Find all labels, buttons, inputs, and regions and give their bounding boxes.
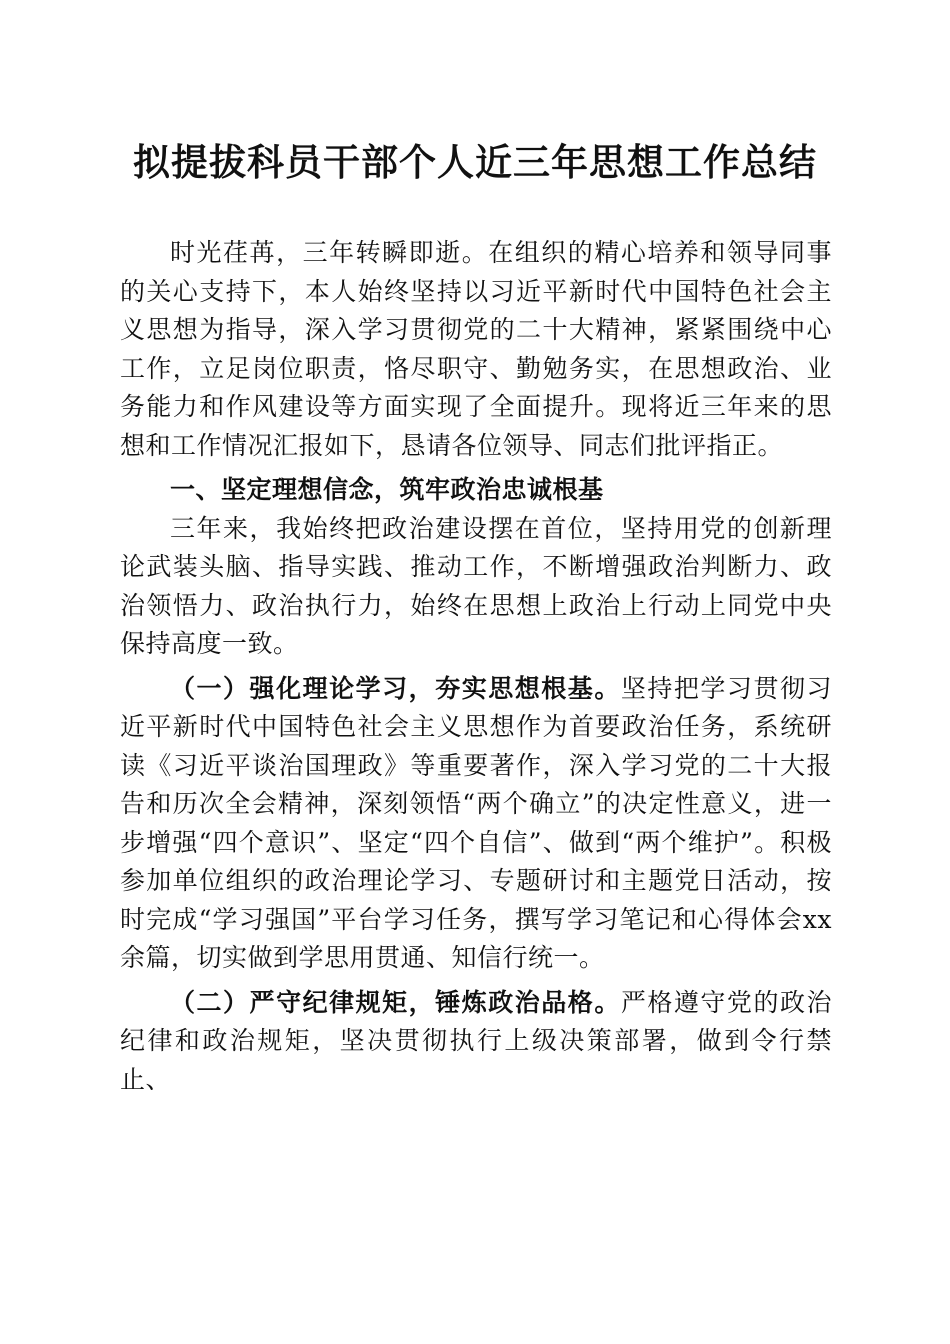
- document-title: 拟提拔科员干部个人近三年思想工作总结: [133, 140, 817, 184]
- subsection-1-lead: （一）强化理论学习，夯实思想根基。: [170, 673, 621, 703]
- section-body-paragraph: 三年来，我始终把政治建设摆在首位，坚持用党的创新理论武装头脑、指导实践、推动工作，不断增强政治判断力、政治领悟力、政治执行力，始终在思想上政治上行动上同党中央保持高度一致。: [120, 513, 832, 658]
- subsection-paragraph-2: [120, 984, 832, 1100]
- subsection-2-lead: （二）严守纪律规矩，锤炼政治品格。: [170, 987, 621, 1017]
- section-heading: 一、坚定理想信念，筑牢政治忠诚根基: [170, 475, 604, 504]
- subsection-1-text: 坚持把学习贯彻习近平新时代中国特色社会主义思想作为首要政治任务，系统研读《习近平谈治国理政》等重要著作，深入学习党的二十大报告和历次全会精神，深刻领悟“两个确立”的决定性意义，进一步增强“四个意识”、坚定“四个自信”、做到“两个维护”。积极参加单位组织的政治理论学习、专题研讨和主题党日活动，按时完成“学习强国”平台学习任务，撰写学习笔记和心得体会xx余篇，切实做到学思用贯通、知信行统一。: [120, 673, 832, 972]
- subsection-2-text: 严格遵守党的政治纪律和政治规矩，坚决贯彻执行上级决策部署，做到令行禁止、: [120, 987, 832, 1094]
- subsection-paragraph-1: [120, 670, 832, 978]
- document-body: [120, 234, 832, 1099]
- intro-paragraph: 时光荏苒，三年转瞬即逝。在组织的精心培养和领导同事的关心支持下，本人始终坚持以习近平新时代中国特色社会主义思想为指导，深入学习贯彻党的二十大精神，紧紧围绕中心工作，立足岗位职责，恪尽职守、勤勉务实，在思想政治、业务能力和作风建设等方面实现了全面提升。现将近三年来的思想和工作情况汇报如下，恳请各位领导、同志们批评指正。: [120, 238, 832, 460]
